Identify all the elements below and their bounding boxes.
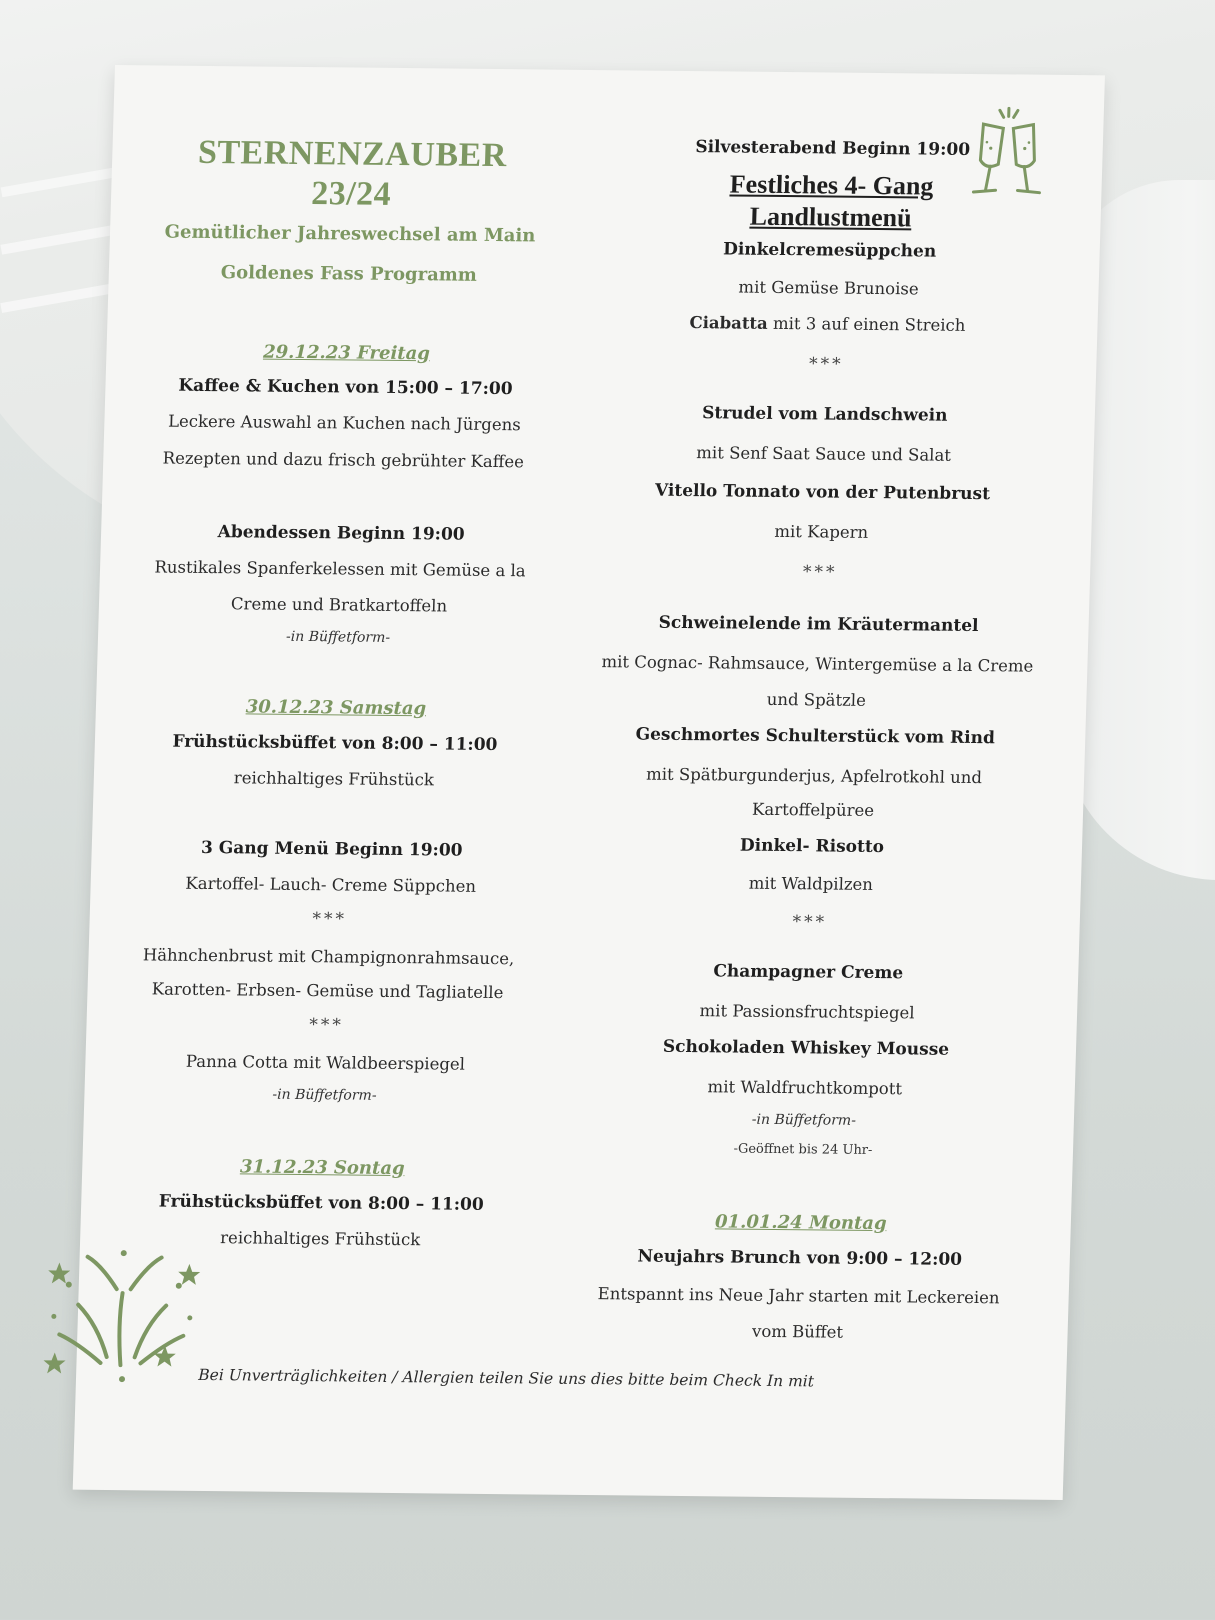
dish-heading: Dinkel- Risotto [739,835,885,858]
sunday-breakfast-text: reichhaltiges Frühstück [219,1228,421,1250]
dish-heading: Vitello Tonnato von der Putenbrust [654,480,991,505]
buffet-note: -in Büffetform- [751,1111,857,1129]
dish-description: mit Passionsfruchtspiegel [699,1001,915,1023]
menu-title: Landlustmenü [749,201,913,233]
saturday-breakfast-heading: Frühstücksbüffet von 8:00 – 11:00 [172,731,498,756]
date-heading-monday: 01.01.24 Montag [714,1211,887,1235]
course-separator: *** [808,354,844,375]
program-venue: Goldenes Fass Programm [220,262,478,286]
friday-dinner-text: Creme und Bratkartoffeln [230,594,448,616]
friday-coffee-text: Leckere Auswahl an Kuchen nach Jürgens [167,411,522,435]
saturday-breakfast-text: reichhaltiges Frühstück [233,768,435,790]
dish-heading: Dinkelcremesüppchen [722,239,937,262]
saturday-course-starter: Kartoffel- Lauch- Creme Süppchen [185,873,477,896]
allergy-note: Bei Unverträglichkeiten / Allergien teilen Sie uns dies bitte beim Check In mit [198,1365,815,1391]
saturday-buffet-note: -in Büffetform- [272,1086,377,1104]
dish-description: mit Gemüse Brunoise [738,277,919,299]
program-sheet [73,65,1105,1500]
dish-heading: Geschmortes Schulterstück vom Rind [635,724,996,749]
program-title: STERNENZAUBER [197,133,508,175]
brunch-text: vom Büffet [751,1321,844,1342]
dish-heading: Strudel vom Landschwein [701,403,948,426]
friday-dinner-text: Rustikales Spanferkelessen mit Gemüse a la [154,557,526,581]
course-separator: *** [309,1015,345,1036]
friday-coffee-heading: Kaffee & Kuchen von 15:00 – 17:00 [178,375,513,400]
dish-description: mit Kapern [774,521,869,542]
friday-coffee-text: Rezepten und dazu frisch gebrühter Kaffee [162,448,525,472]
sunday-breakfast-heading: Frühstücksbüffet von 8:00 – 11:00 [158,1191,485,1215]
date-heading-friday: 29.12.23 Freitag [262,341,431,365]
date-heading-saturday: 30.12.23 Samstag [245,696,427,720]
course-separator: *** [802,562,838,583]
friday-dinner-heading: Abendessen Beginn 19:00 [217,522,465,545]
opening-hours-note: -Geöffnet bis 24 Uhr- [733,1141,873,1158]
dish-heading: Schokoladen Whiskey Mousse [662,1036,950,1060]
dish-heading: Champagner Creme [713,961,904,984]
course-separator: *** [312,909,348,930]
dish-heading: Schweinelende im Kräutermantel [658,612,979,637]
date-heading-sunday: 31.12.23 Sontag [239,1156,405,1180]
brunch-heading: Neujahrs Brunch von 9:00 – 12:00 [637,1246,963,1270]
dish-description: Kartoffelpüree [751,799,875,820]
dish-description: mit Senf Saat Sauce und Salat [696,443,952,465]
dish-description [577,312,1078,336]
course-separator: *** [792,912,828,933]
menu-title: Festliches 4- Gang [729,169,934,201]
dish-description: mit Waldpilzen [748,873,874,894]
program-subtitle: Gemütlicher Jahreswechsel am Main [164,221,536,247]
dish-description: und Spätzle [766,689,867,710]
brunch-text: Entspannt ins Neue Jahr starten mit Leckereien [597,1284,1000,1308]
fireworks-icon [36,1244,210,1386]
saturday-course-dessert: Panna Cotta mit Waldbeerspiegel [185,1051,466,1074]
bread-name: Ciabatta [689,313,769,333]
saturday-menu-heading: 3 Gang Menü Beginn 19:00 [200,837,463,861]
dish-description: mit Spätburgunderjus, Apfelrotkohl und [645,764,983,788]
bread-description: mit 3 auf einen Streich [772,313,966,335]
program-year: 23/24 [310,175,392,213]
saturday-course-main: Hähnchenbrust mit Champignonrahmsauce, [142,945,515,969]
dish-description: mit Waldfruchtkompott [707,1077,903,1099]
dish-description: mit Cognac- Rahmsauce, Wintergemüse a la Creme [601,652,1034,676]
new-years-eve-heading: Silvesterabend Beginn 19:00 [695,137,971,160]
friday-buffet-note: -in Büffetform- [285,628,391,646]
saturday-course-main: Karotten- Erbsen- Gemüse und Tagliatelle [151,979,504,1003]
